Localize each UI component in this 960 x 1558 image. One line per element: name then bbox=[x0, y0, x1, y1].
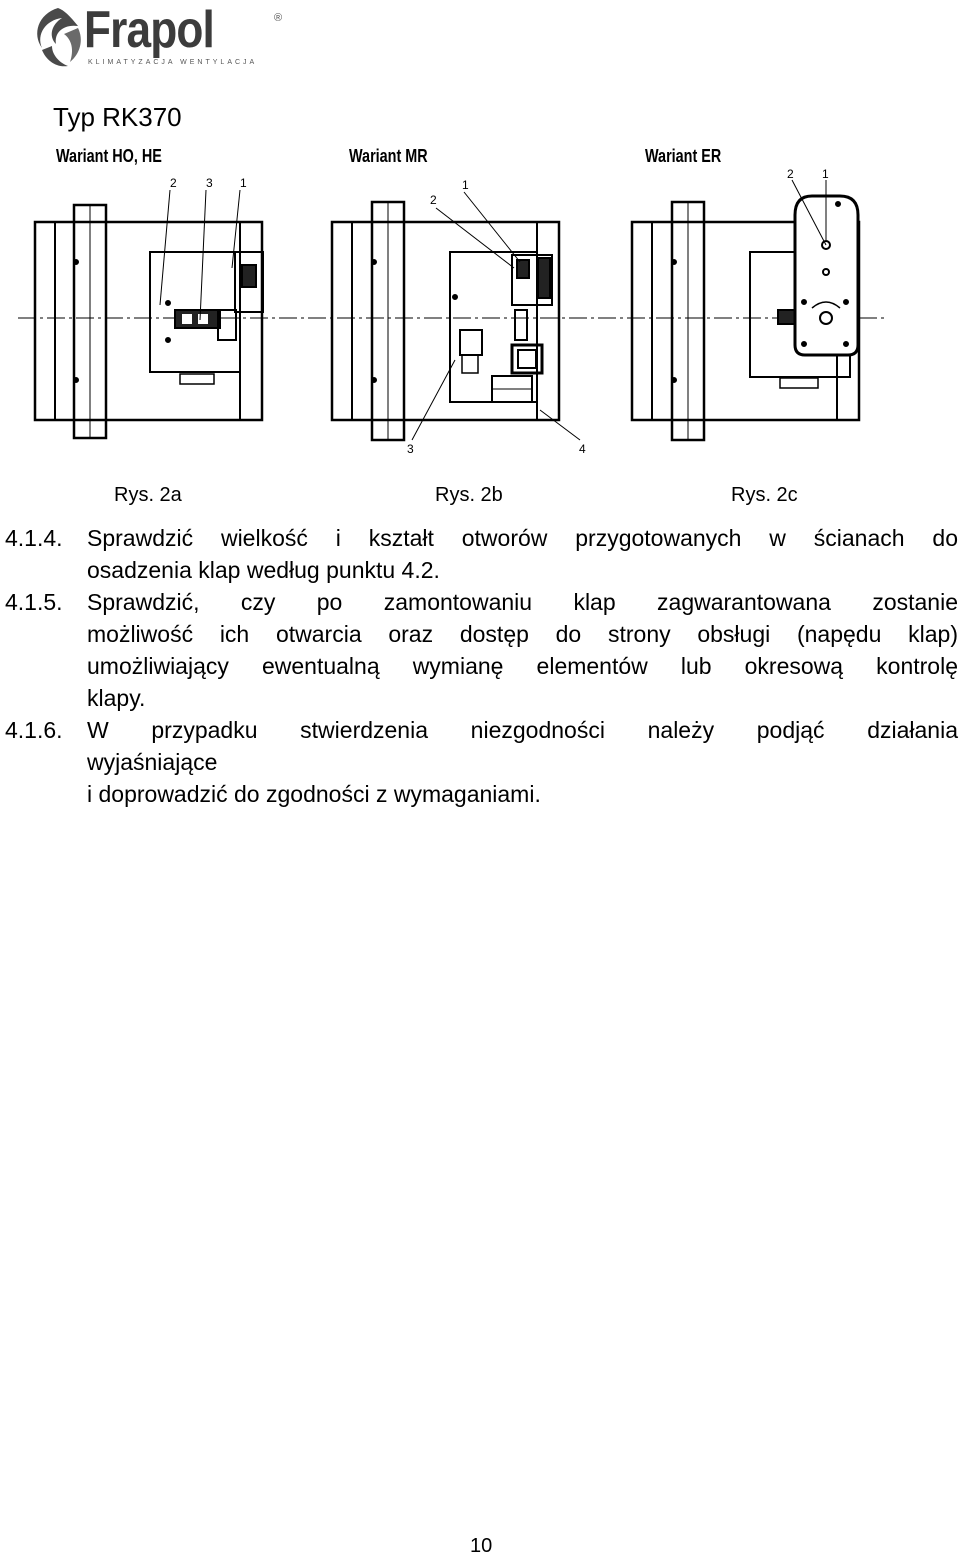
logo-brand: Frapol bbox=[84, 1, 214, 59]
drawing-variant-mr bbox=[332, 192, 580, 440]
paragraph-line: klapy. bbox=[87, 685, 146, 711]
variant-label-er: Wariant ER bbox=[645, 146, 722, 166]
frapol-logo bbox=[28, 1, 283, 74]
logo-registered: ® bbox=[274, 12, 283, 24]
callout-2a-3: 3 bbox=[206, 176, 213, 190]
paragraph-number: 4.1.5. bbox=[5, 589, 63, 615]
type-title: Typ RK370 bbox=[53, 102, 182, 132]
callout-2c-1: 1 bbox=[822, 167, 829, 181]
callout-2a-1: 1 bbox=[240, 176, 247, 190]
paragraph-line: możliwość ich otwarcia oraz dostęp do strony obsługi (napędu klap) bbox=[87, 621, 958, 647]
paragraph-number: 4.1.4. bbox=[5, 525, 63, 551]
page-number: 10 bbox=[470, 1535, 493, 1557]
logo-tagline: KLIMATYZACJA WENTYLACJA bbox=[88, 59, 258, 66]
caption-rys-2a: Rys. 2a bbox=[114, 484, 182, 506]
damper-technical-drawing bbox=[0, 160, 960, 470]
callout-2b-2: 2 bbox=[430, 193, 437, 207]
paragraph-line: W przypadku stwierdzenia niezgodności należy podjąć działania bbox=[87, 717, 958, 743]
variant-label-ho-he: Wariant HO, HE bbox=[56, 146, 162, 166]
callout-2b-3: 3 bbox=[407, 442, 414, 456]
variant-label-mr: Wariant MR bbox=[349, 146, 428, 166]
fan-logo-icon bbox=[28, 4, 88, 74]
drawing-variant-ho-he bbox=[35, 190, 263, 438]
paragraph-line: osadzenia klap według punktu 4.2. bbox=[87, 557, 440, 583]
caption-rys-2c: Rys. 2c bbox=[731, 484, 798, 506]
callout-2b-4: 4 bbox=[579, 442, 586, 456]
callout-2b-1: 1 bbox=[462, 178, 469, 192]
paragraph-4-1-5 bbox=[5, 586, 958, 714]
paragraph-number: 4.1.6. bbox=[5, 717, 63, 743]
drawing-variant-er bbox=[632, 180, 859, 440]
paragraph-line: wyjaśniające bbox=[87, 749, 218, 775]
paragraph-line: Sprawdzić wielkość i kształt otworów przygotowanych w ścianach do bbox=[87, 525, 958, 551]
caption-rys-2b: Rys. 2b bbox=[435, 484, 503, 506]
callout-2a-2: 2 bbox=[170, 176, 177, 190]
callout-2c-2: 2 bbox=[787, 167, 794, 181]
paragraph-line: Sprawdzić, czy po zamontowaniu klap zagwarantowana zostanie bbox=[87, 589, 958, 615]
paragraph-line: i doprowadzić do zgodności z wymaganiami. bbox=[87, 781, 541, 807]
paragraph-line: umożliwiający ewentualną wymianę elementów lub okresową kontrolę bbox=[87, 653, 958, 679]
paragraph-4-1-6 bbox=[5, 714, 958, 810]
paragraph-4-1-4 bbox=[5, 522, 958, 586]
